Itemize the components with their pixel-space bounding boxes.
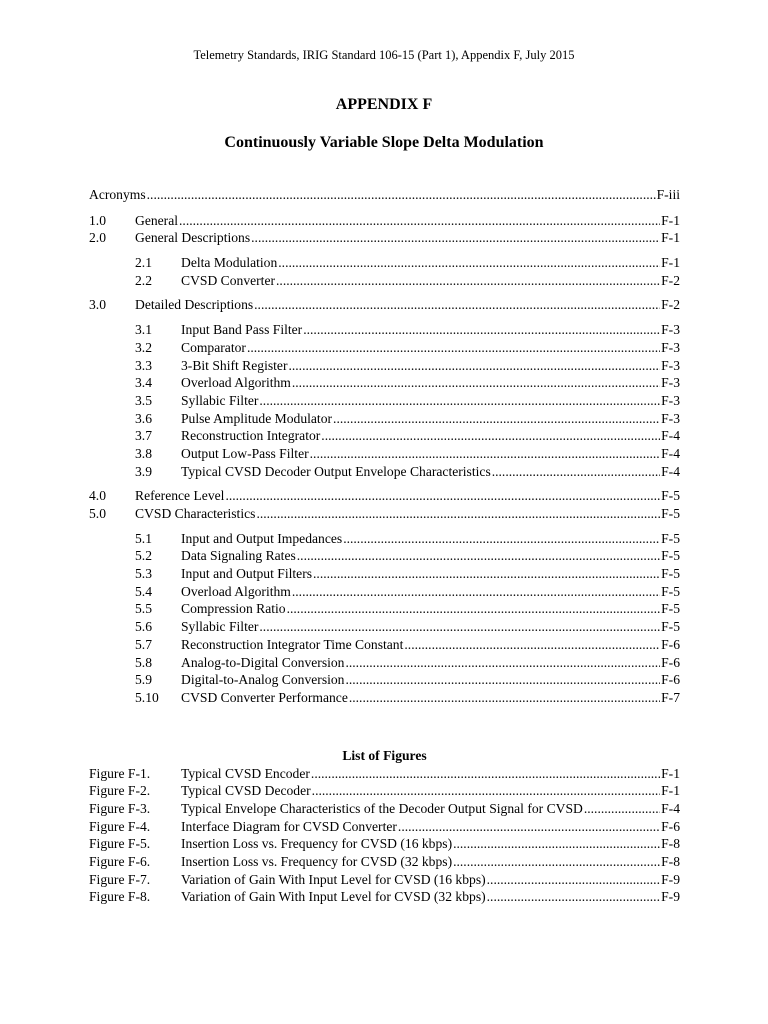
figure-title: Variation of Gain With Input Level for CVSD (16 kbps) [181,871,486,887]
toc-entry-number: 5.1 [135,530,152,546]
toc-entry-title: Delta Modulation [181,255,278,271]
toc-entry-title: Input Band Pass Filter [181,322,303,338]
toc-entry-number: 5.7 [135,636,152,652]
toc-entry-title: General Descriptions [135,230,251,246]
toc-entry-title: Input and Output Impedances [181,530,343,546]
toc-entry-5-1[interactable] [89,530,680,548]
toc-entry-number: 5.8 [135,654,152,670]
toc-entry-number: 5.6 [135,619,152,635]
figure-number: Figure F-2. [89,783,151,799]
toc-entry-number: 5.0 [89,506,106,521]
dot-leader [345,671,660,689]
dot-leader [247,339,660,357]
toc-entry-number: 3.1 [135,322,152,338]
toc-entry-3-3[interactable] [89,357,680,375]
toc-entry-number: 3.6 [135,410,152,426]
figure-entry-f7[interactable] [89,871,680,889]
figure-page: F-8 [661,836,680,852]
toc-entry-page: F-3 [661,357,680,373]
toc-entry-page: F-6 [661,672,680,688]
toc-entry-page: F-3 [661,392,680,408]
toc-entry-number: 3.9 [135,463,152,479]
toc-entry-title: Digital-to-Analog Conversion [181,672,345,688]
figure-title: Insertion Loss vs. Frequency for CVSD (16 kbps) [181,836,453,852]
figure-title: Typical CVSD Encoder [181,765,310,781]
figure-number: Figure F-1. [89,765,151,781]
toc-entry-page: F-5 [661,548,680,564]
toc-entry-3-4[interactable] [89,374,680,392]
dot-leader [276,272,660,290]
toc-entry-title: Pulse Amplitude Modulator [181,410,333,426]
toc-entry-5-10[interactable] [89,689,680,707]
dot-leader [321,427,660,445]
toc-entry-title: Reconstruction Integrator [181,428,321,444]
dot-leader [287,600,661,618]
toc-entry-title: Syllabic Filter [181,392,259,408]
dot-leader [584,800,660,818]
dot-leader [147,186,656,204]
figure-page: F-9 [661,889,680,905]
toc-entry-title: Analog-to-Digital Conversion [181,654,345,670]
toc-entry-acronyms[interactable] [89,186,680,204]
page-title: Continuously Variable Slope Delta Modulation [224,134,544,151]
toc-entry-title: Typical CVSD Decoder Output Envelope Characteristics [181,463,491,479]
list-of-figures-heading: List of Figures [342,747,427,763]
toc-entry-title: CVSD Converter [181,272,276,288]
toc-entry-5-3[interactable] [89,565,680,583]
figure-entry-f3[interactable] [89,800,680,818]
toc-entry-page: F-3 [661,322,680,338]
dot-leader [333,410,660,428]
toc-entry-3-9[interactable] [89,463,680,481]
dot-leader [487,871,660,889]
dot-leader [303,321,660,339]
toc-entry-3-2[interactable] [89,339,680,357]
dot-leader [398,818,660,836]
toc-entry-number: 5.3 [135,566,152,582]
toc-entry-title: CVSD Characteristics [135,506,256,521]
toc-entry-title: 3-Bit Shift Register [181,357,288,373]
figure-page: F-8 [661,854,680,869]
running-header: Telemetry Standards, IRIG Standard 106-15 (Part 1), Appendix F, July 2015 [193,48,575,62]
figure-entry-f6[interactable] [89,853,680,871]
dot-leader [292,374,660,392]
toc-entry-title: Syllabic Filter [181,619,259,635]
figure-number: Figure F-4. [89,818,151,834]
toc-entry-2-1[interactable] [89,254,680,272]
toc-entry-page: F-3 [661,375,680,391]
table-of-contents [89,186,680,906]
figure-title: Variation of Gain With Input Level for CVSD (32 kbps) [181,889,486,905]
toc-entry-5-4[interactable] [89,583,680,601]
toc-entry-title: Comparator [181,339,246,355]
toc-entry-number: 3.5 [135,392,152,408]
dot-leader [453,835,660,853]
toc-entry-page: F-5 [661,619,680,635]
dot-leader [251,229,660,247]
dot-leader [404,636,660,654]
dot-leader [345,654,660,672]
toc-entry-title: Overload Algorithm [181,375,291,391]
dot-leader [259,392,660,410]
figure-page: F-4 [661,800,680,816]
toc-entry-number: 2.1 [135,255,152,271]
figure-title: Typical Envelope Characteristics of the Decoder Output Signal for CVSD [181,800,583,816]
toc-entry-number: 4.0 [89,488,106,504]
figure-page: F-9 [661,871,680,887]
dot-leader [492,463,660,481]
figure-title: Typical CVSD Decoder [181,783,311,799]
toc-entry-page: F-4 [661,463,680,479]
toc-entry-page: F-2 [661,272,680,288]
toc-entry-2-2[interactable] [89,272,680,290]
toc-entry-page: F-5 [661,506,680,521]
toc-entry-page: F-7 [661,689,680,705]
toc-entry-3-0[interactable] [89,296,680,314]
figure-page: F-1 [661,783,680,799]
toc-entry-number: 3.3 [135,357,152,373]
toc-entry-3-8[interactable] [89,445,680,463]
toc-entry-title: General [135,212,179,228]
toc-entry-title: Overload Algorithm [181,583,291,599]
figure-entry-f8[interactable] [89,888,680,906]
toc-entry-page: F-1 [661,212,680,228]
toc-entry-5-7[interactable] [89,636,680,654]
toc-entry-3-1[interactable] [89,321,680,339]
dot-leader [278,254,660,272]
dot-leader [254,296,660,314]
toc-entry-page: F-4 [661,428,680,444]
toc-entry-title: Data Signaling Rates [181,548,296,564]
toc-entry-number: 5.2 [135,548,152,564]
dot-leader [349,689,660,707]
toc-entry-number: 2.2 [135,272,152,288]
toc-entry-page: F-6 [661,636,680,652]
toc-entry-1-0[interactable] [89,212,680,230]
toc-entry-number: 2.0 [89,230,106,246]
toc-entry-number: 5.4 [135,583,152,599]
dot-leader [487,888,660,906]
toc-entry-number: 5.10 [135,689,159,705]
toc-entry-page: F-5 [661,488,680,504]
toc-entry-page: F-2 [661,297,680,313]
dot-leader [225,487,660,505]
dot-leader [310,445,660,463]
toc-entry-title: Output Low-Pass Filter [181,445,309,461]
toc-entry-5-0[interactable] [89,505,680,523]
dot-leader [343,530,660,548]
toc-entry-page: F-5 [661,566,680,582]
figure-title: Interface Diagram for CVSD Converter [181,818,397,834]
toc-entry-5-9[interactable] [89,671,680,689]
dot-leader [312,782,660,800]
toc-entry-title: Detailed Descriptions [135,297,254,313]
figure-number: Figure F-7. [89,871,151,887]
toc-entry-page: F-5 [661,601,680,617]
dot-leader [288,357,660,375]
toc-entry-5-2[interactable] [89,547,680,565]
figure-title: Insertion Loss vs. Frequency for CVSD (32 kbps) [181,854,453,869]
toc-entry-number: 3.2 [135,339,152,355]
toc-entry-title: Input and Output Filters [181,566,313,582]
dot-leader [259,618,660,636]
toc-entry-title: Reconstruction Integrator Time Constant [181,636,404,652]
toc-entry-page: F-4 [661,445,680,461]
toc-entry-page: F-iii [656,187,680,202]
dot-leader [256,505,660,523]
toc-entry-number: 5.9 [135,672,152,688]
dot-leader [313,565,660,583]
toc-entry-page: F-1 [661,255,680,271]
figure-number: Figure F-3. [89,800,151,816]
figure-number: Figure F-6. [89,854,151,869]
toc-entry-page: F-5 [661,583,680,599]
toc-entry-title: Compression Ratio [181,601,286,617]
toc-entry-number: 5.5 [135,601,152,617]
dot-leader [453,853,660,871]
toc-entry-number: 3.8 [135,445,152,461]
figure-entry-f1[interactable] [89,765,680,783]
figure-entry-f5[interactable] [89,835,680,853]
dot-leader [311,765,660,783]
toc-entry-2-0[interactable] [89,229,680,247]
toc-entry-title: CVSD Converter Performance [181,689,348,705]
toc-entry-title: Acronyms [89,187,146,202]
figure-page: F-6 [661,818,680,834]
appendix-label: APPENDIX F [335,96,433,113]
toc-entry-page: F-1 [661,230,680,246]
dot-leader [179,212,660,230]
toc-entry-5-8[interactable] [89,654,680,672]
figure-entry-f2[interactable] [89,782,680,800]
toc-entry-5-6[interactable] [89,618,680,636]
dot-leader [292,583,660,601]
toc-entry-number: 3.7 [135,428,152,444]
toc-entry-number: 1.0 [89,212,106,228]
toc-entry-4-0[interactable] [89,487,680,505]
figure-number: Figure F-8. [89,889,151,905]
toc-entry-5-5[interactable] [89,600,680,618]
toc-entry-page: F-6 [661,654,680,670]
toc-entry-page: F-5 [661,530,680,546]
toc-entry-page: F-3 [661,339,680,355]
dot-leader [297,547,660,565]
figure-number: Figure F-5. [89,836,151,852]
toc-entry-3-5[interactable] [89,392,680,410]
toc-entry-number: 3.4 [135,375,152,391]
figure-page: F-1 [661,765,680,781]
toc-entry-page: F-3 [661,410,680,426]
toc-entry-title: Reference Level [135,488,225,504]
toc-entry-number: 3.0 [89,297,106,313]
toc-entry-3-7[interactable] [89,427,680,445]
figure-entry-f4[interactable] [89,818,680,836]
toc-entry-3-6[interactable] [89,410,680,428]
